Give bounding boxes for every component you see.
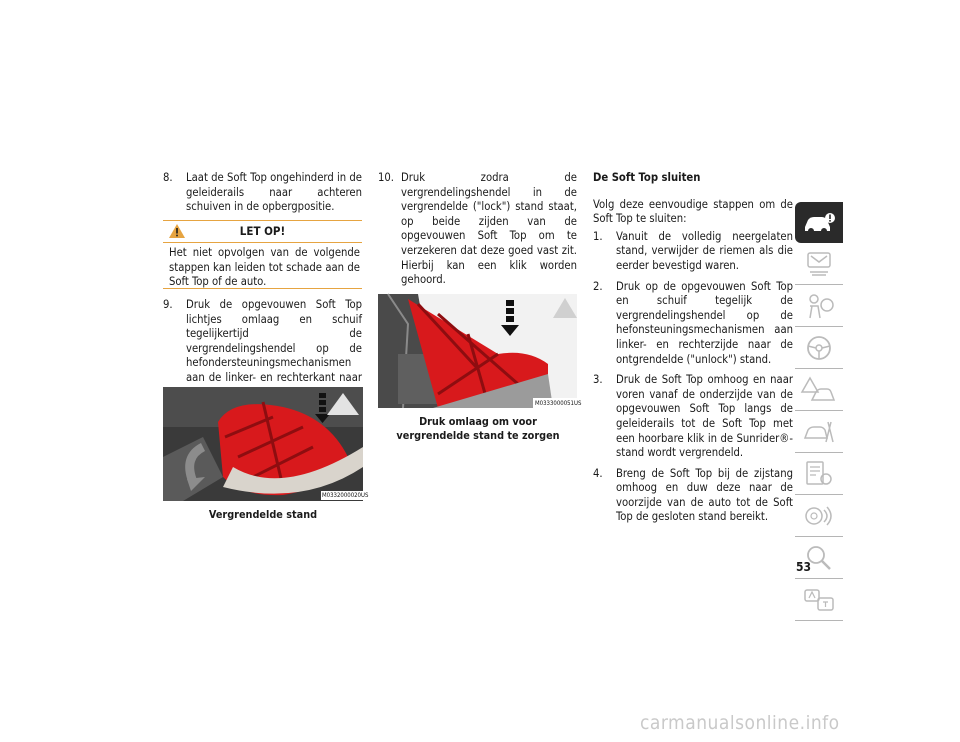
figure-push-down xyxy=(378,294,582,408)
figure-code: M0333000051US xyxy=(535,400,582,407)
step-number: 2. xyxy=(593,279,603,293)
section-heading: De Soft Top sluiten xyxy=(593,171,701,184)
step-text: Druk de opgevouwen Soft Top lichtjes omlaag en schuif tegelijkertijd de vergrendelingshendel op de hefondersteuningsmechanismen aan de linker- en rechterkant naar xyxy=(186,298,362,384)
step-8 xyxy=(163,171,362,215)
figure-caption: Vergrendelde stand xyxy=(208,508,318,521)
step-10 xyxy=(378,171,577,288)
step-number: 4. xyxy=(593,466,603,480)
step-text: Druk zodra de vergrendelingshendel in de vergrendelde ("lock") stand staat, op beide zijden van de opgevouwen Soft Top om te verzekeren dat deze goed vast zit. Hierbij kan een klik worden gehoord. xyxy=(401,171,577,287)
page-number: 53 xyxy=(796,560,812,574)
warning-text: Het niet opvolgen van de volgende stappen kan leiden tot schade aan de Soft Top of de auto. xyxy=(169,246,360,289)
step-number: 1. xyxy=(593,229,603,243)
close-step-3 xyxy=(593,373,793,461)
step-number: 8. xyxy=(163,171,173,184)
airbag-safety-icon[interactable] xyxy=(795,285,843,327)
step-number: 3. xyxy=(593,373,603,387)
languages-icon[interactable] xyxy=(795,579,843,621)
column-3 xyxy=(593,171,793,525)
close-step-4 xyxy=(593,467,793,525)
step-number: 9. xyxy=(163,298,173,311)
step-9 xyxy=(163,298,362,400)
column-1 xyxy=(163,171,362,215)
step-text: Laat de Soft Top ongehinderd in de geleiderails naar achteren schuiven in de opbergpositie. xyxy=(186,171,362,214)
warning-lights-icon[interactable] xyxy=(795,243,843,285)
warning-title: LET OP! xyxy=(239,224,286,238)
car-info-icon[interactable] xyxy=(795,202,843,243)
chapter-tabs xyxy=(795,202,843,621)
close-step-2 xyxy=(593,280,793,368)
car-service-icon[interactable] xyxy=(795,411,843,453)
close-step-1 xyxy=(593,230,793,274)
figure-code: M0332000020US xyxy=(322,492,369,499)
warning-header xyxy=(163,221,362,243)
locked-position-image xyxy=(163,387,363,501)
step-text: Druk op de opgevouwen Soft Top en schuif tegelijk de vergrendelingshendel op de hefonsteuningsmechanismen aan linker- en rechterzijde naar de ontgrendelde ("unlock") stand. xyxy=(616,279,793,366)
figure-caption: Druk omlaag om voor vergrendelde stand te zorgen xyxy=(396,415,560,442)
intro-text: Volg deze eenvoudige stappen om de Soft Top te sluiten: xyxy=(593,197,793,226)
steering-wheel-icon[interactable] xyxy=(795,327,843,369)
watermark: carmanualsonline.info xyxy=(640,712,840,734)
step-text: Breng de Soft Top bij de zijstang omhoog en duw deze naar de voorzijde van de auto tot de Soft Top de gesloten stand bereikt. xyxy=(616,466,793,524)
warning-box xyxy=(163,220,362,289)
column-1-lower xyxy=(163,298,362,400)
step-text: Vanuit de volledig neergelaten stand, verwijder de riemen als die eerder bevestigd waren. xyxy=(616,229,793,272)
step-number: 10. xyxy=(378,171,395,184)
specifications-icon[interactable] xyxy=(795,453,843,495)
multimedia-icon[interactable] xyxy=(795,495,843,537)
roadside-emergency-icon[interactable] xyxy=(795,369,843,411)
push-down-image xyxy=(378,294,577,408)
figure-locked-position xyxy=(163,387,369,501)
step-text: Druk de Soft Top omhoog en naar voren vanaf de onderzijde van de opgevouwen Soft Top langs de geleiderails tot de Soft Top met een hoorbare klik in de Sunrider®-stand wordt vergrendeld. xyxy=(616,373,793,460)
